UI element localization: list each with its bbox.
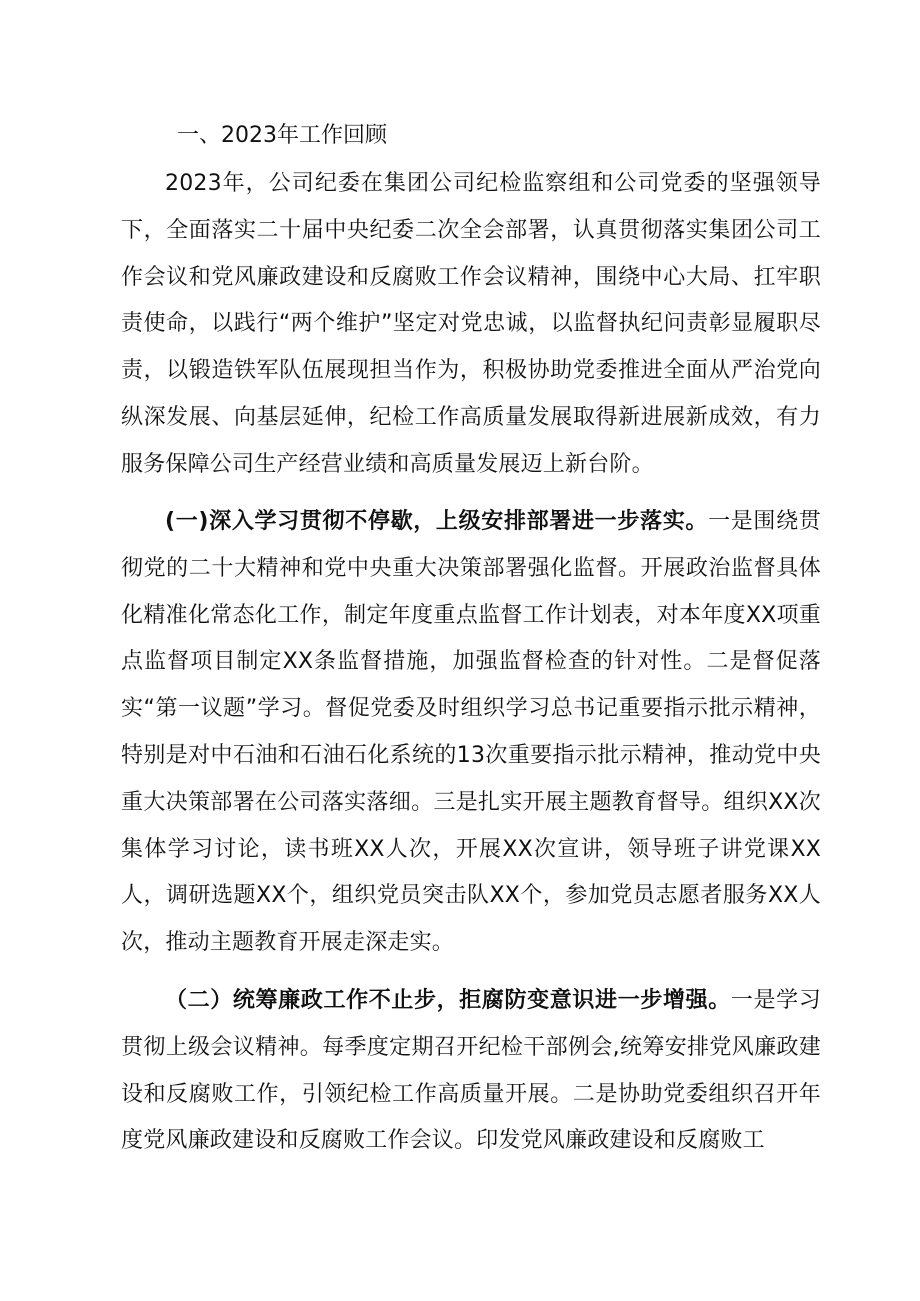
section2-body: 一是学习贯彻上级会议精神。每季度定期召开纪检干部例会,统筹安排党风廉政建设和反腐败工作，引领纪检工作高质量开展。二是协助党委组织召开年度党风廉政建设和反腐败工作会议。印发党风廉政建设和反腐败工 — [121, 988, 821, 1154]
section1-body: 一是围绕贯彻党的二十大精神和党中央重大决策部署强化监督。开展政治监督具体化精准化常态化工作，制定年度重点监督工作计划表，对本年度XX项重点监督项目制定XX条监督措施，加强监督检查的针对性。二是督促落实“第一议题”学习。督促党委及时组织学习总书记重要指示批示精神，特别是对中石油和石油石化系统的13次重要指示批示精神，推动党中央重大决策部署在公司落实落细。三是扎实开展主题教育督导。组织XX次集体学习讨论，读书班XX人次，开展XX次宣讲，领导班子讲党课XX人，调研选题XX个，组织党员突击队XX个，参加党员志愿者服务XX人次，推动主题教育开展走深走实。 — [121, 509, 821, 956]
section1-lead: (一)深入学习贯彻不停歇，上级安排部署进一步落实。 — [165, 509, 709, 534]
section2-lead: （二）统筹廉政工作不止步，拒腐防变意识进一步增强。 — [165, 988, 731, 1013]
section2-paragraph — [121, 978, 821, 1165]
section1-paragraph — [121, 499, 821, 967]
intro-paragraph: 2023年，公司纪委在集团公司纪检监察组和公司党委的坚强领导下，全面落实二十届中央纪委二次全会部署，认真贯彻落实集团公司工作会议和党风廉政建设和反腐败工作会议精神，围绕中心大局、扛牢职责使命，以践行“两个维护”坚定对党忠诚，以监督执纪问责彰显履职尽责，以锻造铁军队伍展现担当作为，积极协助党委推进全面从严治党向纵深发展、向基层延伸，纪检工作高质量发展取得新进展新成效，有力服务保障公司生产经营业绩和高质量发展迈上新台阶。 — [121, 171, 821, 477]
section-heading: 一、2023年工作回顾 — [177, 123, 387, 148]
